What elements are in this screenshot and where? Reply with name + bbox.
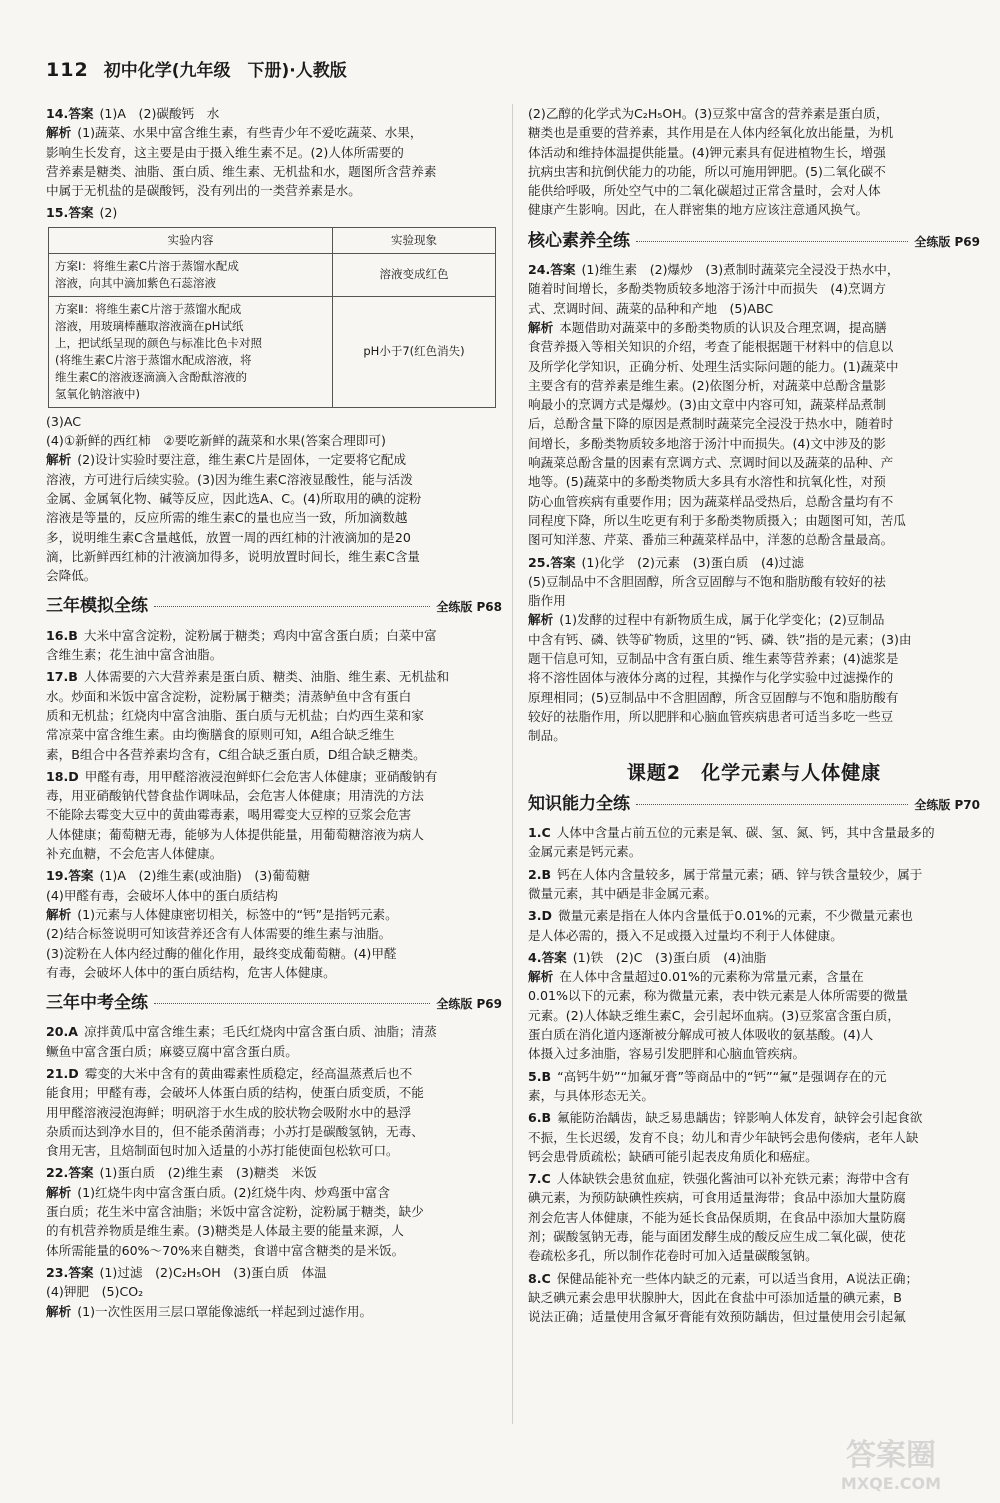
q6: 6.B 氟能防治龋齿，缺乏易患龋齿；锌影响人体发育，缺锌会引起食欲 不振，生长迟缓，发育不良；幼儿和青少年缺钙会患佝偻病，老年人缺 钙会患骨质疏松；缺硒可能引起表皮角质化和癌症。 — [528, 1110, 923, 1164]
q17: 17.B 人体需要的六大营养素是蛋白质、糖类、油脂、维生素、无机盐和 水。炒面和米饭中富含淀粉，淀粉属于糖类；清蒸鲈鱼中含有蛋白 质和无机盐；红烧肉中富含油脂、蛋白质与无机盐；白灼西生菜和家 常凉菜中富含维生素。由均衡膳食的原则可知，A组合缺乏维生 素，B组合中各营养素均含有，C组合缺乏蛋白质，D组合缺乏糖类。 — [46, 669, 450, 762]
q25: 25.答案 (1)化学 (2)元素 (3)蛋白质 (4)过滤 (5)豆制品中不含胆固醇，所含豆固醇与不饱和脂肪酸有较好的祛 脂作用 解析 (1)发酵的过程中有新物质生成，属于化学变化；(2)豆制品 中含有钙、磷、铁等矿物质，这里的“钙、磷、铁”指的是元素；(3)由 题干信息可知，豆制品中含有蛋白质、维生素等营养素；(4)滤浆是 将不溶性固体与液体分离的过程，其操作与化学实验中过滤操作的 原理相同；(5)豆制品中不含胆固醇，所含豆固醇与不饱和脂肪酸有 较好的祛脂作用，所以肥胖和心脑血管疾病患者可适当多吃一些豆 制品。 — [528, 554, 912, 744]
q15: 15.答案 (2) 实验内容 实验现象 方案Ⅰ：将维生素C片溶于蒸馏水配成 溶液，向其中滴加紫色石蕊溶液 溶液变成红色 方案Ⅱ：将维生素C片溶于蒸馏水配成 溶液，用玻璃棒蘸取溶液滴在pH试纸 上，把试纸呈现的颜色与标准比色卡对照 (将维生素C片溶于蒸馏水配成溶液，将 维生素C的溶液逐滴滴入含酚酞溶液的 氢氧化钠溶液中) pH小于7(红色消失) (3)AC (4)①新鲜的西红柿 ②要吃新鲜的蔬菜和水果(答案合理即可) 解析 (2)设计实验时要注意，维生素C片是固体，一定要将它配成 溶液，方可进行后续实验。(3)因为维生素C溶液显酸性，能与活泼 金属、金属氧化物、碱等反应，因此选A、C。(4)所取用的碘的淀粉 溶液是等量的，反应所需的维生素C的量也应当一致，所加滴数越 多，说明维生素C含量越低，放置一周的西红柿的汁液滴加的是20 滴，比新鲜西红柿的汁液滴加得多，说明放置时间长，维生素C含量 会降低。 — [46, 203, 502, 585]
section-heading: 三年中考全练 全练版 P69 — [46, 993, 502, 1014]
column-divider — [512, 104, 513, 1424]
left-column — [46, 104, 502, 1324]
table-header: 实验内容 — [49, 227, 333, 253]
q23-continued: (2)乙醇的化学式为C₂H₅OH。(3)豆浆中富含的营养素是蛋白质， 糖类也是重要的营养素，其作用是在人体内经氧化放出能量，为机 体活动和维持体温提供能量。(4)钾元素具有促进植物生长，增强 抗病虫害和抗倒伏能力的功能，所以可施用钾肥。(5)二氧化碳不 能供给呼吸，所处空气中的二氧化碳超过正常含量时，会对人体 健康产生影响。因此，在人群密集的地方应该注意通风换气。 — [528, 106, 894, 218]
watermark-logo — [806, 1431, 976, 1495]
table-header: 实验现象 — [333, 227, 496, 253]
q22: 22.答案 (1)蛋白质 (2)维生素 (3)糖类 米饭 解析 (1)红烧牛肉中富含蛋白质。(2)红烧牛肉、炒鸡蛋中富含 蛋白质；花生米中富含油脂；米饭中富含淀粉，淀粉属于糖类，缺少 的有机营养物质是维生素。(3)糖类是人体最主要的能量来源，人 体所需能量的60%～70%来自糖类，食谱中富含糖类的是米饭。 — [46, 1165, 424, 1258]
page-title: 初中化学(九年级 下册)·人教版 — [103, 61, 347, 81]
q1: 1.C 人体中含量占前五位的元素是氧、碳、氢、氮、钙，其中含量最多的 金属元素是钙元素。 — [528, 825, 935, 860]
q14: 14.答案 (1)A (2)碳酸钙 水 解析 (1)蔬菜、水果中富含维生素，有些青少年不爱吃蔬菜、水果， 影响生长发育，这主要是由于摄入维生素不足。(2)人体所需要的 营养素是糖类、油脂、蛋白质、维生素、无机盐和水，题图所含营养素 中属于无机盐的是碳酸钙，没有列出的一类营养素是水。 — [46, 106, 437, 199]
svg-text:MXQE.COM: MXQE.COM — [840, 1474, 942, 1493]
section-heading: 三年模拟全练 全练版 P68 — [46, 596, 502, 617]
q5: 5.B “高钙牛奶”“加氟牙膏”等商品中的“钙”“氟”是强调存在的元 素，与具体形态无关。 — [528, 1068, 887, 1103]
svg-text:答案圈: 答案圈 — [846, 1438, 936, 1473]
lesson-title: 课题2 化学元素与人体健康 — [626, 761, 882, 784]
page-number: 112 — [46, 59, 89, 81]
q7: 7.C 人体缺铁会患贫血症，铁强化酱油可以补充铁元素；海带中含有 碘元素，为预防缺碘性疾病，可食用适量海带；食品中添加大量防腐 剂会危害人体健康，不能为延长食品保质期，在食品中添加大量防腐 剂；碳酸氢钠无毒，能与面团发酵生成的酸反应生成二氧化碳，使花 卷疏松多孔，所以制作花卷时可加入适量碳酸氢钠。 — [528, 1171, 910, 1264]
table-row: 方案Ⅱ：将维生素C片溶于蒸馏水配成 溶液，用玻璃棒蘸取溶液滴在pH试纸 上，把试纸呈现的颜色与标准比色卡对照 (将维生素C片溶于蒸馏水配成溶液，将 维生素C的溶液逐滴滴入含酚酞溶液的 氢氧化钠溶液中) pH小于7(红色消失) — [49, 296, 496, 407]
q3: 3.D 微量元素是指在人体内含量低于0.01%的元素，不少微量元素也 是人体必需的，摄入不足或摄入过量均不利于人体健康。 — [528, 908, 913, 943]
q16: 16.B 大米中富含淀粉，淀粉属于糖类；鸡肉中富含蛋白质；白菜中富 含维生素；花生油中富含油脂。 — [46, 627, 437, 663]
q8: 8.C 保健品能补充一些体内缺乏的元素，可以适当食用，A说法正确； 缺乏碘元素会患甲状腺肿大，因此在食盐中可添加适量的碘元素，B 说法正确；适量使用含氟牙膏能有效预防龋齿，但过量使用会引起氟 — [528, 1270, 919, 1325]
q19: 19.答案 (1)A (2)维生素(或油脂) (3)葡萄糖 (4)甲醛有毒，会破坏人体中的蛋白质结构 解析 (1)元素与人体健康密切相关，标签中的“钙”是指钙元素。 (2)结合标签说明可知该营养还含有人体需要的维生素与油脂。 (3)淀粉在人体内经过酶的催化作用，最终变成葡萄糖。(4)甲醛 有毒，会破坏人体中的蛋白质结构，危害人体健康。 — [46, 868, 398, 980]
table-row: 方案Ⅰ：将维生素C片溶于蒸馏水配成 溶液，向其中滴加紫色石蕊溶液 溶液变成红色 — [49, 253, 496, 296]
page-header — [46, 56, 956, 86]
q20: 20.A 凉拌黄瓜中富含维生素；毛氏红烧肉中富含蛋白质、油脂；清蒸 鳜鱼中富含蛋白质；麻婆豆腐中富含蛋白质。 — [46, 1024, 437, 1059]
q2: 2.B 钙在人体内含量较多，属于常量元素；硒、锌与铁含量较少，属于 微量元素，其中硒是非金属元素。 — [528, 866, 923, 901]
section-heading: 核心素养全练 全练版 P69 — [528, 230, 980, 251]
section-heading: 知识能力全练 全练版 P70 — [528, 793, 980, 814]
experiment-table — [48, 227, 496, 408]
q18: 18.D 甲醛有毒，用甲醛溶液浸泡鲜虾仁会危害人体健康；亚硝酸钠有 毒，用亚硝酸钠代替食盐作调味品，会危害人体健康；用清洗的方法 不能除去霉变大豆中的黄曲霉毒素，喝用霉变大豆榨的豆浆会危害 人体健康；葡萄糖无毒，能够为人体提供能量，用葡萄糖溶液为病人 补充血糖，不会危害人体健康。 — [46, 768, 438, 862]
q24: 24.答案 (1)维生素 (2)爆炒 (3)煮制时蔬菜完全浸没于热水中， 随着时间增长，多酚类物质较多地溶于汤汁中而损失 (4)烹调方 式、烹调时间、蔬菜的品种和产地 (5)ABC 解析 本题借助对蔬菜中的多酚类物质的认识及合理烹调，提高膳 食营养摄入等相关知识的介绍，考查了能根据题干材料中的信息以 及所学化学知识，正确分析、处理生活实际问题的能力。(1)蔬菜中 主要含有的营养素是维生素。(2)依图分析，对蔬菜中总酚含量影 响最小的烹调方式是爆炒。(3)由文章中内容可知，蔬菜样品煮制 后，总酚含量下降的原因是煮制时蔬菜完全浸没于热水中，随着时 间增长，多酚类物质较多地溶于汤汁中而损失。(4)文中涉及的影 响蔬菜总酚含量的因素有烹调方式、烹调时间以及蔬菜的品种、产 地等。(5)蔬菜中的多酚类物质大多具有水溶性和抗氧化性，对预 防心血管疾病有重要作用；因为蔬菜样品受热后，总酚含量均有不 同程度下降，所以生吃更有利于多酚类物质摄入；由题图可知，苦瓜 图可知洋葱、芹菜、番茄三种蔬菜样品中，洋葱的总酚含量最高。 — [528, 262, 906, 548]
right-column — [528, 104, 980, 1330]
q4: 4.答案 (1)铁 (2)C (3)蛋白质 (4)油脂 解析 在人体中含量超过0.01%的元素称为常量元素，含量在 0.01%以下的元素，称为微量元素，表中铁元素是人体所需要的微量 元素。(2)人体缺乏维生素C，会引起坏血病。(3)豆浆富含蛋白质， 蛋白质在消化道内逐渐被分解成可被人体吸收的氨基酸。(4)人 体摄入过多油脂，容易引发肥胖和心脑血管疾病。 — [528, 949, 909, 1062]
q21: 21.D 霉变的大米中含有的黄曲霉素性质稳定，经高温蒸煮后也不 能食用；甲醛有毒，会破坏人体蛋白质的结构，使蛋白质变质，不能 用甲醛溶液浸泡海鲜；明矾溶于水生成的胶状物会吸附水中的悬浮 杂质而达到净水目的，但不能杀菌消毒；小苏打是碳酸氢钠，无毒、 食用无害，且焙制面包时加入适量的小苏打能使面包松软可口。 — [46, 1065, 424, 1159]
q23: 23.答案 (1)过滤 (2)C₂H₅OH (3)蛋白质 体温 (4)钾肥 (5)CO₂ 解析 (1)一次性医用三层口罩能像滤纸一样起到过滤作用。 — [46, 1264, 373, 1319]
